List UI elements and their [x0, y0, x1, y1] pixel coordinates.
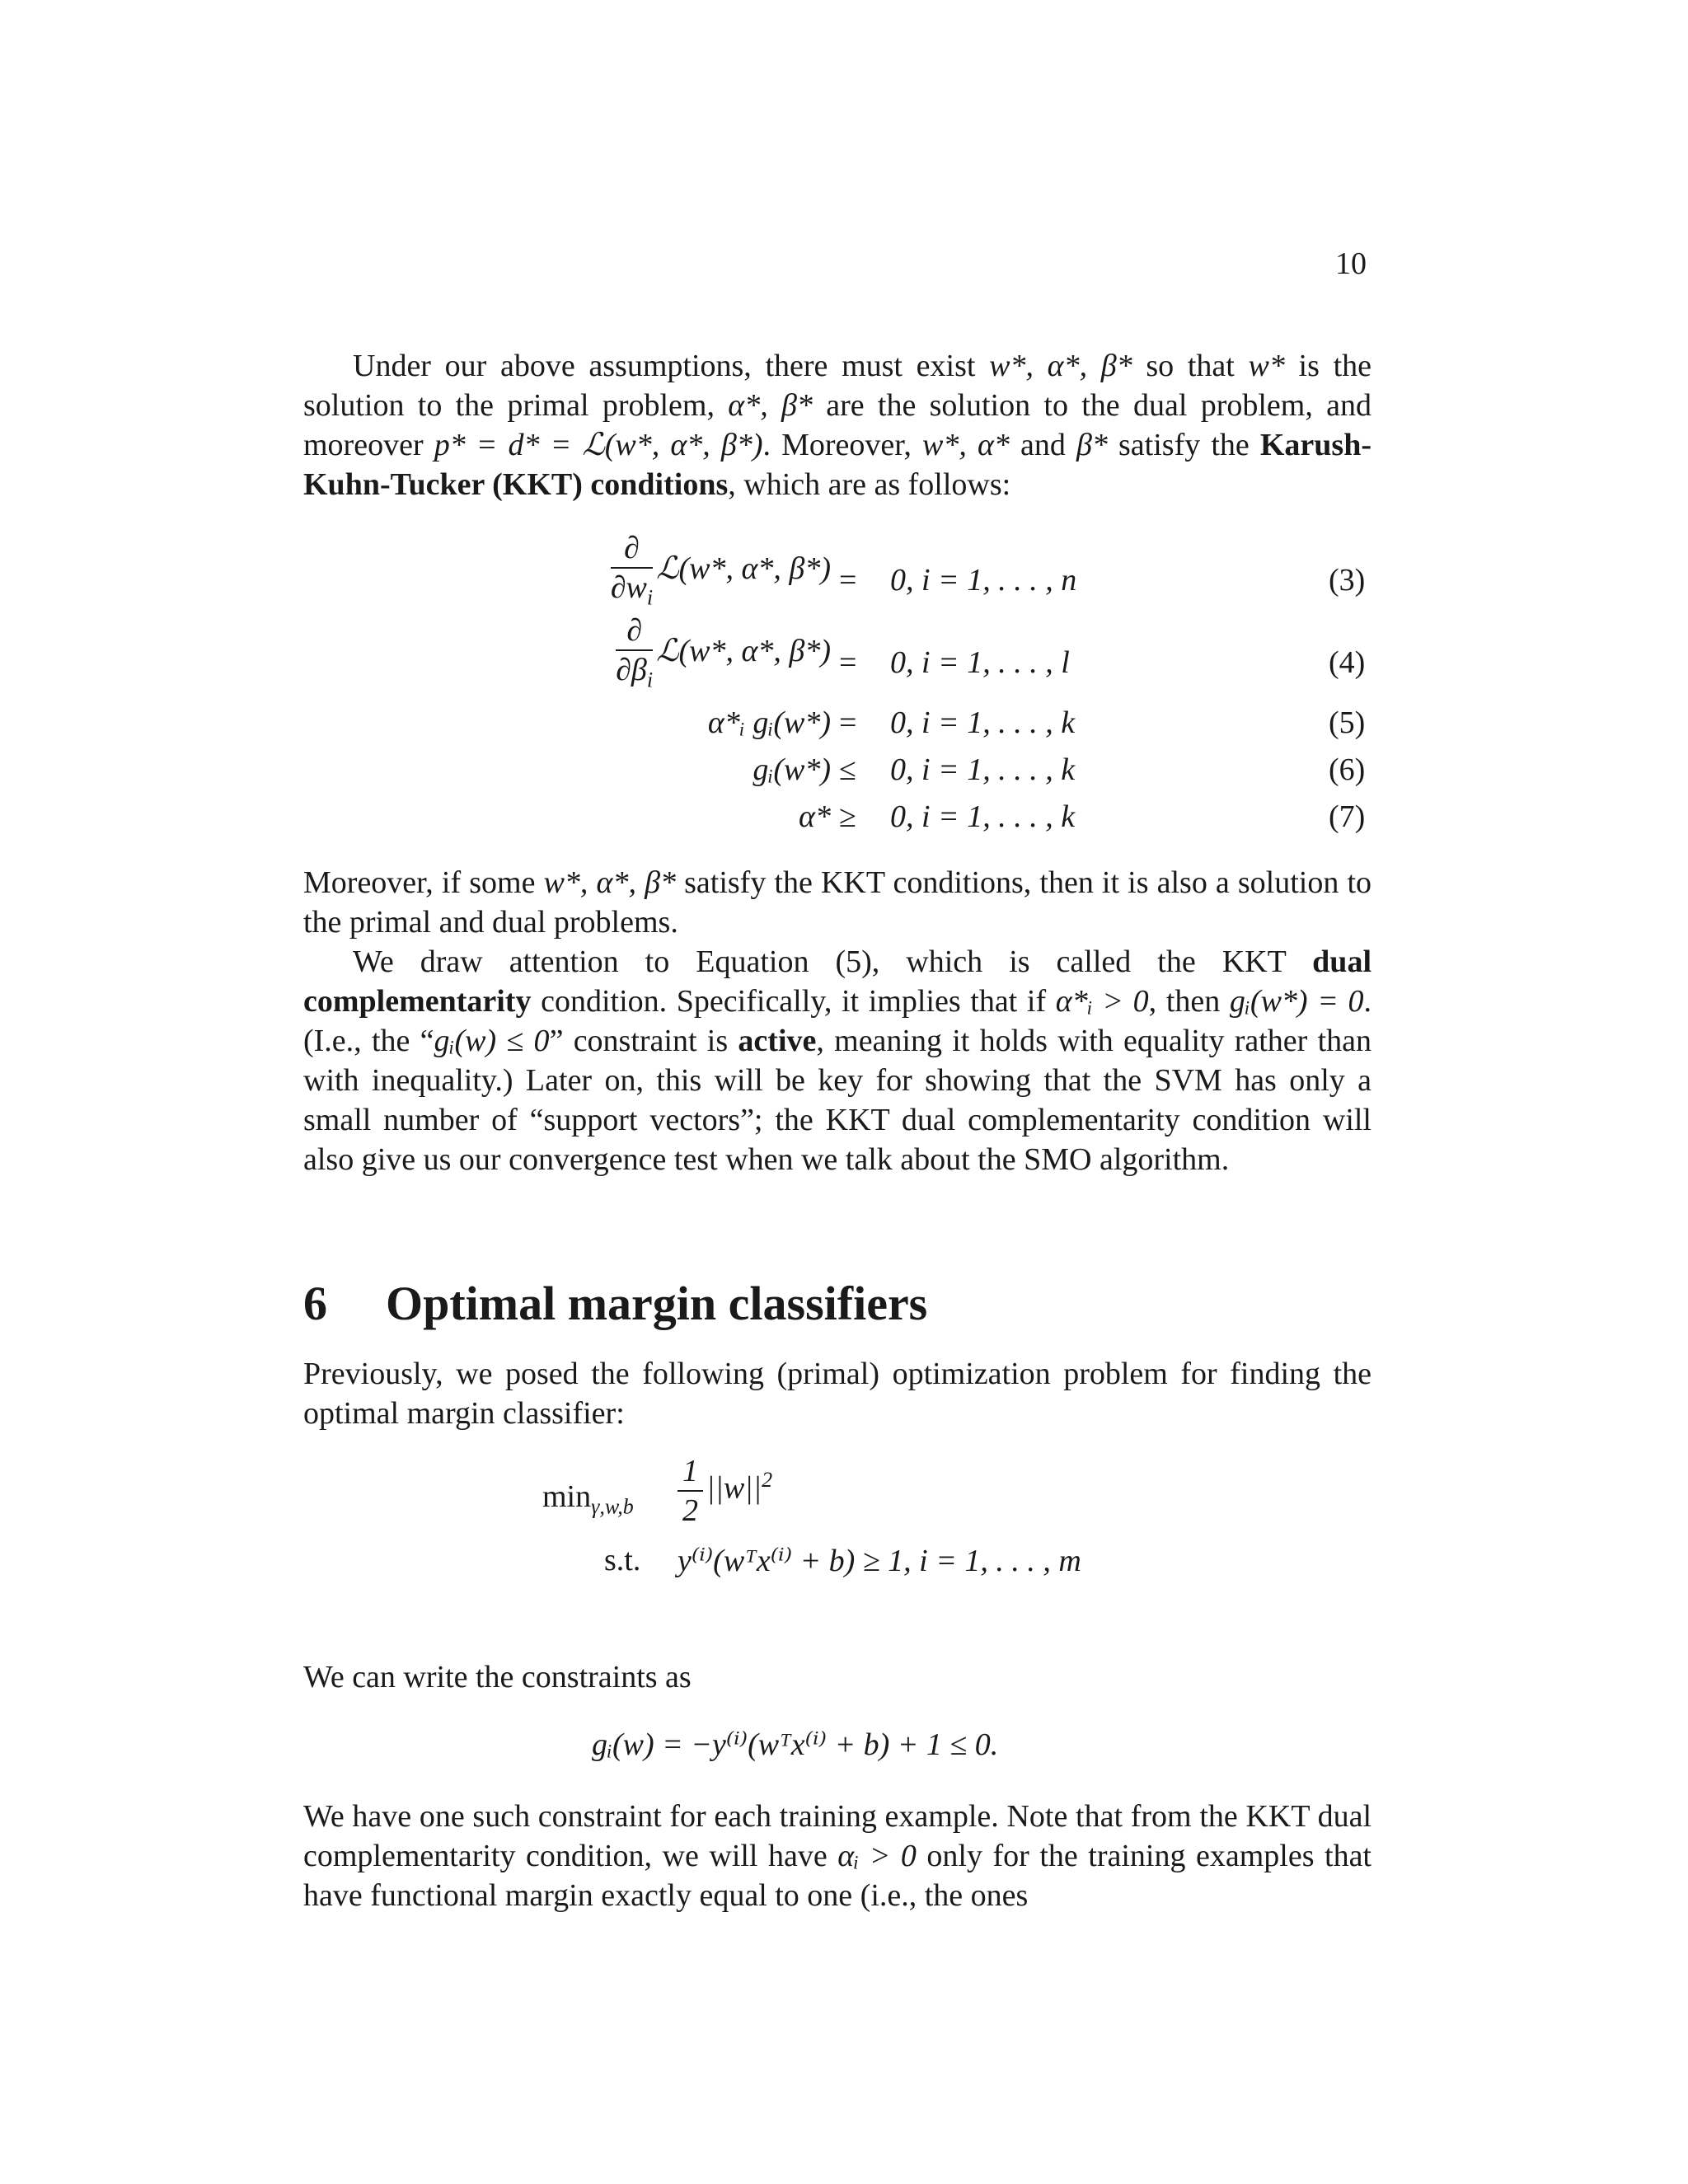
bold-term-kkt: Karush-Kuhn-Tucker (KKT) conditions: [303, 428, 1372, 502]
equation-4: [0, 613, 1688, 692]
math-inline: αᵢ > 0: [837, 1839, 917, 1873]
norm-w: ||w||: [706, 1470, 762, 1506]
equation-operator: =: [839, 645, 857, 680]
equation-rhs: 0, i = 1, . . . , k: [890, 799, 1076, 834]
math-inline: gᵢ(w) ≤ 0: [434, 1024, 550, 1058]
objective: [678, 1452, 772, 1530]
equation-number: (7): [1329, 799, 1366, 834]
superscript: 2: [762, 1468, 773, 1493]
section-title: Optimal margin classifiers: [386, 1277, 928, 1330]
text: are the solution to the dual problem, and moreover: [303, 388, 1372, 462]
section-heading: [303, 1276, 927, 1331]
paragraph-write-constraints: [303, 1657, 1372, 1697]
text: Under our above assumptions, there must exist: [353, 349, 990, 383]
text: and: [1009, 428, 1076, 462]
equation-lhs: [616, 612, 831, 692]
equation-lhs: gᵢ(w*): [753, 752, 831, 787]
lagrangian: ℒ(w*, α*, β*): [656, 633, 831, 668]
text: , which are as follows:: [728, 467, 1011, 502]
text: ” constraint is: [549, 1024, 738, 1058]
paragraph-support-vectors: [303, 1797, 1372, 1915]
equation-lhs: [610, 529, 831, 610]
math-inline: w*, α*: [922, 428, 1010, 462]
equation-lhs: α*ᵢ gᵢ(w*): [707, 705, 831, 740]
text: satisfy the: [1107, 428, 1260, 462]
math-inline: β*: [1076, 428, 1108, 462]
subscript: i: [646, 585, 654, 610]
math-inline: w*: [1248, 349, 1285, 383]
frac-num: 1: [678, 1452, 703, 1492]
equation-6: [0, 752, 1688, 801]
paragraph-dual-complementarity: [303, 942, 1372, 1179]
page-number: 10: [1335, 246, 1367, 281]
text: Previously, we posed the following (primal) optimization problem for finding the optimal margin classifier:: [303, 1357, 1372, 1431]
equation-rhs: 0, i = 1, . . . , n: [890, 563, 1077, 598]
text: satisfy the KKT conditions, then it is also a solution to the primal and dual problems.: [303, 865, 1372, 940]
equation-operator: ≥: [839, 799, 856, 834]
frac-den: [616, 651, 654, 692]
text: We draw attention to Equation (5), which is called the KKT: [353, 944, 1313, 979]
equation-number: (4): [1329, 645, 1366, 680]
math-inline: α*, β*: [728, 388, 813, 423]
partial-fraction: [610, 529, 654, 610]
equation-number: (5): [1329, 705, 1366, 740]
text: , then: [1148, 984, 1230, 1019]
subscript: i: [646, 668, 654, 692]
lagrangian: ℒ(w*, α*, β*): [656, 551, 831, 586]
paragraph-previously: [303, 1354, 1372, 1433]
bold-term-active: active: [738, 1024, 817, 1058]
equation-7: [0, 799, 1688, 848]
min-label: min: [542, 1479, 592, 1514]
margin-constraint: y⁽ⁱ⁾(wᵀx⁽ⁱ⁾ + b) ≥ 1, i = 1, . . . , m: [678, 1544, 1081, 1578]
paragraph-kkt-intro: [303, 346, 1372, 504]
equation-operator: =: [839, 705, 857, 740]
text: , meaning it holds with equality rather than with inequality.) Later on, this will be key for showing that the SVM has only a small number of “support vectors”; the KKT dual complementarity condition will also give us our convergence test when we talk about the SMO algorithm.: [303, 1024, 1372, 1177]
equation-3: [0, 531, 1688, 610]
equation-operator: =: [839, 563, 857, 598]
equation-rhs: 0, i = 1, . . . , l: [890, 645, 1070, 680]
equation-operator: ≤: [839, 752, 856, 787]
math-inline: w*, α*, β*: [543, 865, 676, 900]
text: . Moreover,: [762, 428, 922, 462]
text: . (I.e., the “: [303, 984, 1372, 1058]
text: only for the training examples that have functional margin exactly equal to one (i.e., the ones: [303, 1839, 1372, 1913]
partial-fraction: [616, 612, 654, 692]
min-subscript: γ,w,b: [591, 1494, 634, 1519]
min-operator: [542, 1479, 634, 1519]
section-number: 6: [303, 1277, 327, 1330]
math-inline: α*ᵢ > 0: [1055, 984, 1149, 1019]
frac-num: ∂: [611, 529, 653, 569]
frac-num: ∂: [616, 612, 653, 651]
text: Moreover, if some: [303, 865, 544, 900]
equation-number: (6): [1329, 752, 1366, 787]
equation-number: (3): [1329, 563, 1366, 598]
frac-den: 2: [682, 1493, 698, 1528]
frac-den: [610, 569, 654, 610]
paragraph-kkt-sufficiency: [303, 863, 1372, 942]
text: so that: [1132, 349, 1249, 383]
equation-lhs: α*: [799, 799, 831, 834]
math-inline: w*, α*, β*: [989, 349, 1132, 383]
text: We can write the constraints as: [303, 1660, 692, 1694]
text: is the solution to the primal problem,: [303, 349, 1372, 423]
equation-rhs: 0, i = 1, . . . , k: [890, 752, 1076, 787]
math-inline: gᵢ(w*) = 0: [1229, 984, 1364, 1019]
equation-rhs: 0, i = 1, . . . , k: [890, 705, 1076, 740]
constraint-equation: gᵢ(w) = −y⁽ⁱ⁾(wᵀx⁽ⁱ⁾ + b) + 1 ≤ 0.: [592, 1727, 999, 1762]
math-inline: p* = d* = ℒ(w*, α*, β*): [434, 428, 763, 462]
text: condition. Specifically, it implies that if: [531, 984, 1056, 1019]
bold-term-dual-complementarity: dual complementarity: [303, 944, 1372, 1019]
text: We have one such constraint for each training example. Note that from the KKT dual complementarity condition, we will have: [303, 1799, 1372, 1873]
subject-to-label: s.t.: [604, 1543, 641, 1577]
equation-5: [0, 705, 1688, 754]
frac-den-text: ∂w: [610, 570, 647, 605]
half-fraction: [678, 1452, 703, 1530]
frac-den-text: ∂β: [616, 653, 647, 687]
